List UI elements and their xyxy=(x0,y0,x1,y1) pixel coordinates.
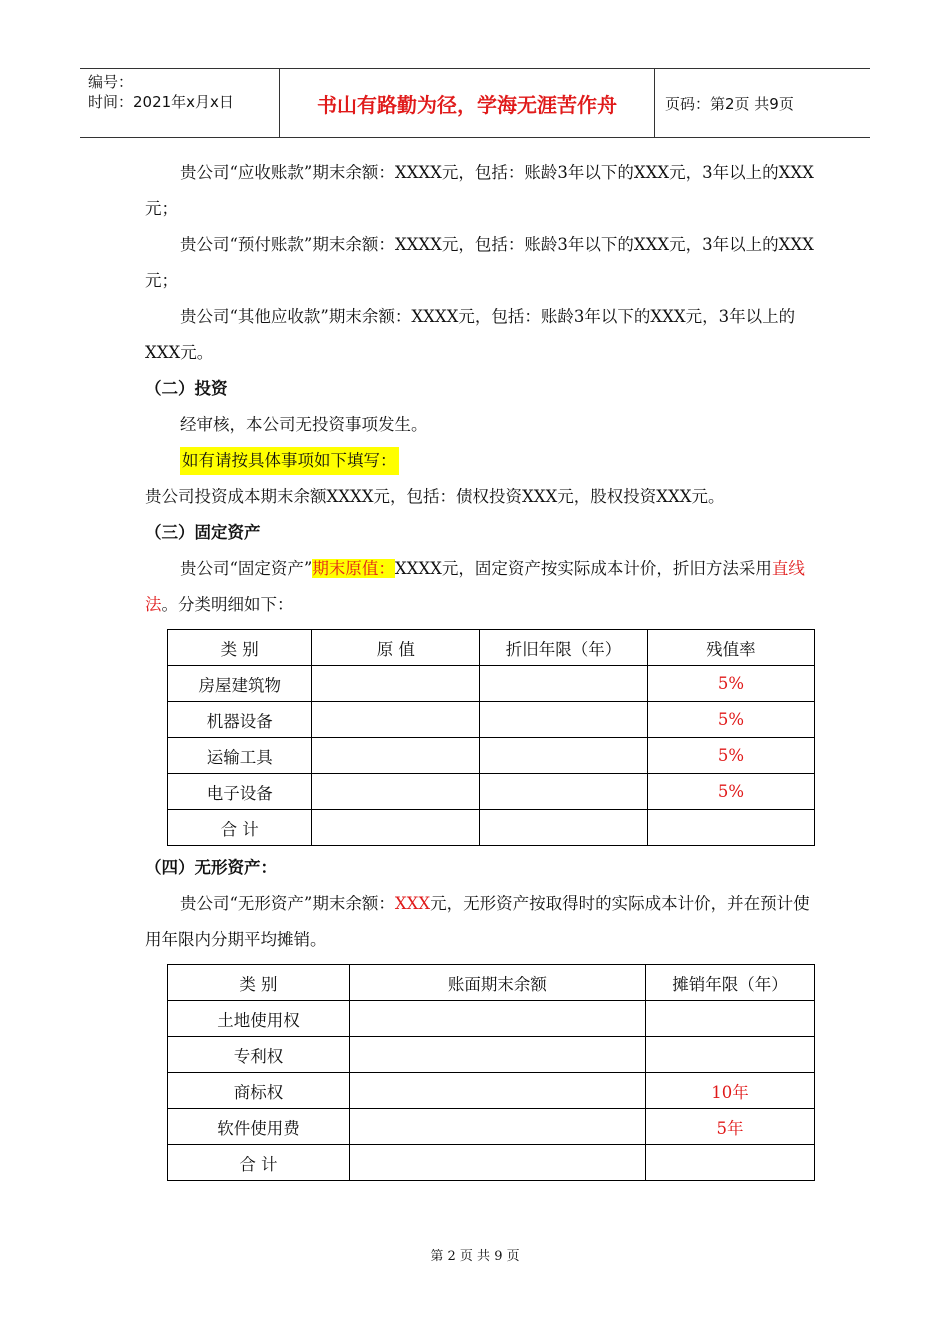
header-amortization-years: 摊销年限（年） xyxy=(645,965,814,1001)
cell-depreciation-years xyxy=(480,702,648,738)
cell-category: 机器设备 xyxy=(168,702,312,738)
header-book-balance: 账面期末余额 xyxy=(349,965,645,1001)
cell-category: 商标权 xyxy=(168,1073,350,1109)
receivables-paragraph: 贵公司“应收账款”期末余额：XXXX元，包括：账龄3年以下的XXX元，3年以上的XXX元； xyxy=(145,163,814,218)
cell-depreciation-years xyxy=(480,774,648,810)
intangible-amount: XXX xyxy=(394,894,431,913)
cell-original-value xyxy=(312,666,480,702)
cell-category: 电子设备 xyxy=(168,774,312,810)
table-header-row xyxy=(168,630,815,666)
header-page-number: 页码：第2页 共9页 xyxy=(665,94,794,113)
fixed-assets-paragraph xyxy=(145,551,815,623)
cell-amortization-years xyxy=(645,1037,814,1073)
table-header-row xyxy=(168,965,815,1001)
cell-category: 运输工具 xyxy=(168,738,312,774)
header-residual-rate: 残值率 xyxy=(647,630,814,666)
header-meta xyxy=(80,69,280,137)
header-number: 编号： xyxy=(88,73,134,91)
table-row xyxy=(168,1037,815,1073)
fixed-assets-text-1: 贵公司“固定资产” xyxy=(180,559,313,578)
cell-book-balance xyxy=(349,1109,645,1145)
header-motto: 书山有路勤为径，学海无涯苦作舟 xyxy=(280,69,655,137)
cell-residual-rate: 5% xyxy=(647,666,814,702)
intangible-text-1: 贵公司“无形资产”期末余额： xyxy=(180,894,395,913)
cell-original-value xyxy=(312,810,480,846)
intangible-text-2: 元，无形资产按取得时的实际成本计价，并在预计使用年限内分期平均摊销。 xyxy=(145,894,810,949)
straight-line-method: 直线法 xyxy=(145,559,805,614)
cell-book-balance xyxy=(349,1073,645,1109)
cell-amortization-years xyxy=(645,1145,814,1181)
cell-amortization-years xyxy=(645,1001,814,1037)
cell-amortization-years: 10年 xyxy=(645,1073,814,1109)
table-total-row xyxy=(168,810,815,846)
cell-residual-rate: 5% xyxy=(647,774,814,810)
cell-category: 合 计 xyxy=(168,1145,350,1181)
investment-note: 如有请按具体事项如下填写： xyxy=(180,447,399,475)
investment-heading: （二）投资 xyxy=(145,379,228,398)
table-row xyxy=(168,666,815,702)
table-row xyxy=(168,702,815,738)
table-row xyxy=(168,1001,815,1037)
fixed-assets-table xyxy=(167,629,815,846)
page-header xyxy=(80,68,870,138)
other-receivables-paragraph: 贵公司“其他应收款”期末余额：XXXX元，包括：账龄3年以下的XXX元，3年以上的XXX元。 xyxy=(145,307,796,362)
header-category: 类 别 xyxy=(168,630,312,666)
cell-book-balance xyxy=(349,1001,645,1037)
page-footer: 第 2 页 共 9 页 xyxy=(430,1249,520,1264)
header-category: 类 别 xyxy=(168,965,350,1001)
table-row xyxy=(168,774,815,810)
prepayments-paragraph: 贵公司“预付账款”期末余额：XXXX元，包括：账龄3年以下的XXX元，3年以上的XXX元； xyxy=(145,235,814,290)
table-row xyxy=(168,1073,815,1109)
cell-depreciation-years xyxy=(480,810,648,846)
intangible-heading: （四）无形资产： xyxy=(145,858,277,877)
header-original-value: 原 值 xyxy=(312,630,480,666)
cell-residual-rate xyxy=(647,810,814,846)
header-depreciation-years: 折旧年限（年） xyxy=(480,630,648,666)
intangible-paragraph xyxy=(145,886,815,958)
cell-category: 合 计 xyxy=(168,810,312,846)
cell-category: 房屋建筑物 xyxy=(168,666,312,702)
cell-category: 软件使用费 xyxy=(168,1109,350,1145)
investment-detail-paragraph: 贵公司投资成本期末余额XXXX元，包括：债权投资XXX元，股权投资XXX元。 xyxy=(145,487,725,506)
cell-depreciation-years xyxy=(480,666,648,702)
fixed-assets-text-3: 。分类明细如下： xyxy=(161,595,294,614)
cell-original-value xyxy=(312,702,480,738)
fixed-assets-heading: （三）固定资产 xyxy=(145,523,261,542)
header-time: 时间：2021年x月x日 xyxy=(88,93,234,111)
original-value-label: 期末原值： xyxy=(312,559,395,578)
cell-amortization-years: 5年 xyxy=(645,1109,814,1145)
intangible-assets-table xyxy=(167,964,815,1181)
cell-residual-rate: 5% xyxy=(647,738,814,774)
cell-depreciation-years xyxy=(480,738,648,774)
table-row xyxy=(168,738,815,774)
cell-category: 土地使用权 xyxy=(168,1001,350,1037)
table-row xyxy=(168,1109,815,1145)
cell-book-balance xyxy=(349,1037,645,1073)
document-body xyxy=(145,155,815,1185)
cell-original-value xyxy=(312,774,480,810)
fixed-assets-text-2: XXXX元，固定资产按实际成本计价，折旧方法采用 xyxy=(394,559,772,578)
cell-book-balance xyxy=(349,1145,645,1181)
cell-original-value xyxy=(312,738,480,774)
table-total-row xyxy=(168,1145,815,1181)
cell-category: 专利权 xyxy=(168,1037,350,1073)
investment-paragraph: 经审核，本公司无投资事项发生。 xyxy=(180,415,428,434)
cell-residual-rate: 5% xyxy=(647,702,814,738)
